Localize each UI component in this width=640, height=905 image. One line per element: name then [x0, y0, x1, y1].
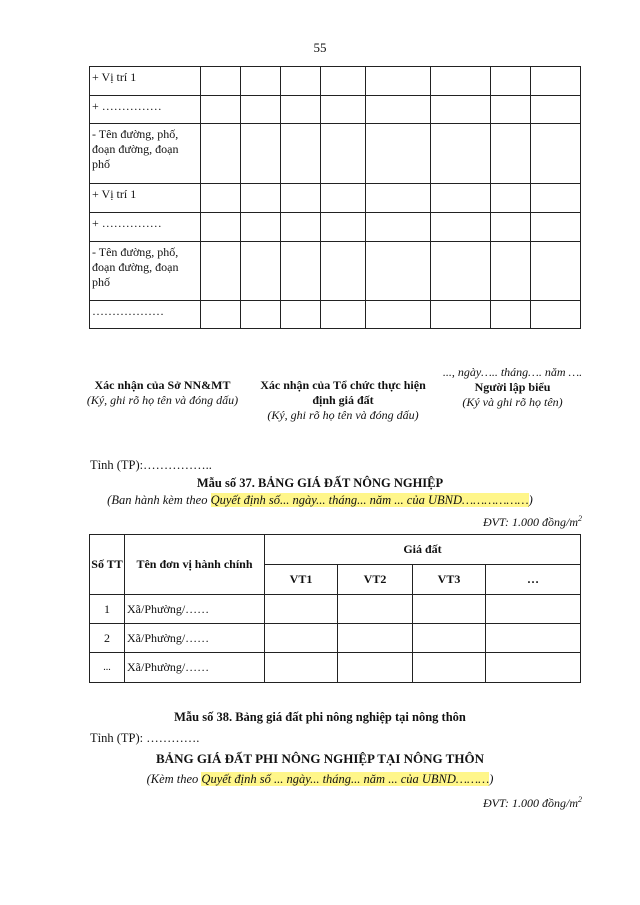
header-name: Tên đơn vị hành chính — [125, 535, 265, 595]
row-label: + …………… — [90, 96, 201, 124]
signature-note: (Ký và ghi rõ họ tên) — [462, 395, 563, 409]
form38-title: Mẫu số 38. Bảng giá đất phi nông nghiệp tại nông thôn — [174, 710, 466, 724]
form37-unit: ĐVT: 1.000 đồng/$m^2$ — [482, 514, 582, 529]
form38-heading: BẢNG GIÁ ĐẤT PHI NÔNG NGHIỆP TẠI NÔNG THÔN — [156, 751, 484, 766]
cell-no: 2 — [90, 624, 125, 653]
signature-block-preparer — [440, 365, 585, 410]
signature-title: Xác nhận của Tổ chức thực hiện định giá đất — [260, 378, 426, 407]
table-row — [90, 124, 581, 184]
header-vt2: VT2 — [338, 565, 413, 595]
header-price: Giá đất — [265, 535, 581, 565]
header-vt1: VT1 — [265, 565, 338, 595]
signature-block-department — [85, 378, 240, 408]
header-more: … — [486, 565, 581, 595]
form37-issued-by: (Ban hành kèm theo Quyết định số... ngày... tháng... năm ... của UBND………………) — [107, 493, 533, 507]
page-number: 55 — [313, 40, 327, 55]
signature-date: ..., ngày….. tháng…. năm …. — [442, 365, 583, 379]
table-row — [90, 67, 581, 96]
cell-name: Xã/Phường/…… — [125, 624, 265, 653]
table-row — [90, 184, 581, 213]
cell-name: Xã/Phường/…… — [125, 653, 265, 683]
table-row — [90, 624, 581, 653]
table-row — [90, 242, 581, 301]
row-label: ……………… — [90, 301, 201, 329]
table-row — [90, 595, 581, 624]
cell-no: ... — [90, 653, 125, 683]
signature-title: Xác nhận của Sở NN&MT — [94, 378, 231, 392]
table-row — [90, 653, 581, 683]
signature-title: Người lập biểu — [474, 380, 551, 394]
signature-note: (Ký, ghi rõ họ tên và đóng dấu) — [86, 393, 239, 407]
signature-block-valuation-org — [258, 378, 428, 423]
row-label: + Vị trí 1 — [90, 184, 201, 213]
form38-unit: ĐVT: 1.000 đồng/$m^2$ — [482, 795, 582, 810]
row-label: - Tên đường, phố, đoạn đường, đoạn phố — [90, 124, 201, 184]
form37-title: Mẫu số 37. BẢNG GIÁ ĐẤT NÔNG NGHIỆP — [196, 476, 444, 490]
cell-no: 1 — [90, 595, 125, 624]
agricultural-land-price-table — [89, 534, 581, 683]
form38-issued-by: (Kèm theo Quyết định số ... ngày... tháng... năm ... của UBND………) — [146, 772, 494, 786]
form38-province: Tỉnh (TP): …………. — [90, 731, 200, 745]
header-vt3: VT3 — [413, 565, 486, 595]
table-header-row — [90, 535, 581, 565]
row-label: + Vị trí 1 — [90, 67, 201, 96]
price-table-continued — [89, 66, 581, 329]
highlight: Quyết định số ... ngày... tháng... năm ... của UBND……… — [201, 772, 490, 786]
row-label: - Tên đường, phố, đoạn đường, đoạn phố — [90, 242, 201, 301]
highlight: Quyết định số... ngày... tháng... năm ... của UBND……………… — [210, 493, 529, 507]
cell-name: Xã/Phường/…… — [125, 595, 265, 624]
signature-note: (Ký, ghi rõ họ tên và đóng dấu) — [267, 408, 419, 422]
form37-province: Tỉnh (TP):…………….. — [90, 458, 212, 472]
header-no: Số TT — [90, 535, 125, 595]
table-row — [90, 96, 581, 124]
table-row — [90, 301, 581, 329]
table-row — [90, 213, 581, 242]
row-label: + …………… — [90, 213, 201, 242]
